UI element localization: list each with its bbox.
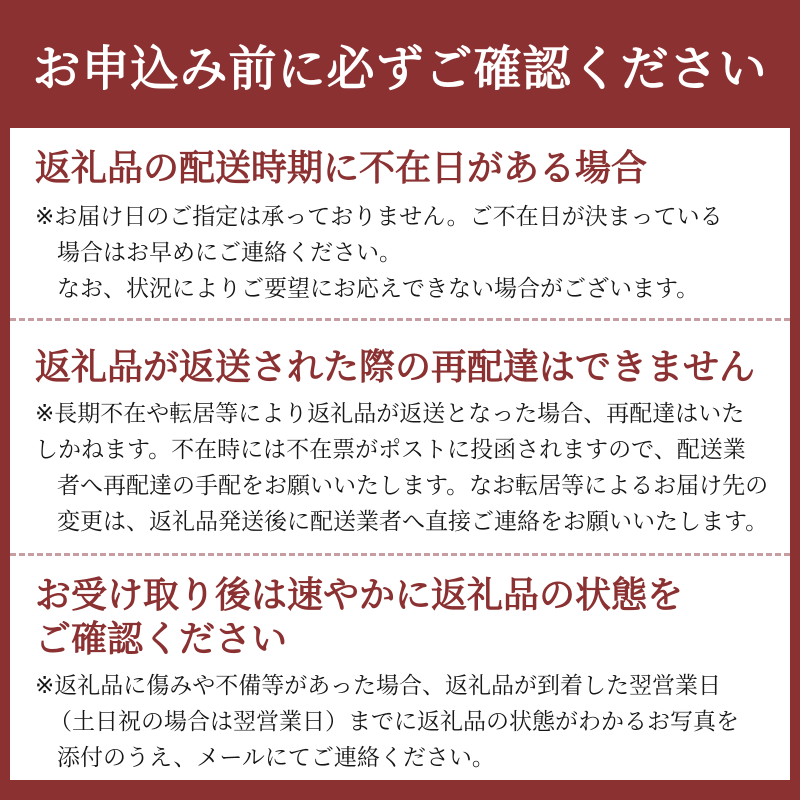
notice-line: 者へ再配達の手配をお願いいたします。なお転居等によるお届け先の (57, 472, 769, 498)
notice-line: 添付のうえ、メールにてご連絡ください。 (57, 744, 495, 770)
section-delivery-absence (35, 146, 770, 306)
section-body (35, 395, 770, 539)
section-divider (10, 553, 790, 556)
section-check-condition (35, 573, 770, 775)
notice-line: なお、状況によりご要望にお応えできない場合がございます。 (57, 275, 700, 301)
notice-panel (10, 128, 790, 780)
banner-title: お申込み前に必ずご確認ください (32, 42, 768, 96)
section-heading (35, 573, 770, 661)
section-heading-line: ご確認ください (35, 618, 288, 659)
notice-line: （土日祝の場合は翌営業日）までに返礼品の状態がわかるお写真を (49, 708, 739, 734)
notice-line: ※お届け日のご指定は承っておりません。ご不在日が決まっている (35, 203, 723, 229)
section-body (35, 667, 770, 775)
section-redelivery (35, 345, 770, 539)
section-heading-line: お受け取り後は速やかに返礼品の状態を (35, 574, 684, 615)
notice-line: 場合はお早めにご連絡ください。 (57, 239, 402, 265)
notice-line: 変更は、返礼品発送後に配送業者へ直接ご連絡をお願いいたします。 (57, 508, 769, 534)
section-divider (10, 318, 790, 321)
section-body (35, 198, 770, 306)
notice-line: しかねます。不在時には不在票がポストに投函されますので、配送業 (35, 436, 746, 462)
notice-line: ※長期不在や転居等により返礼品が返送となった場合、再配達はいた (35, 400, 745, 426)
section-heading: 返礼品の配送時期に不在日がある場合 (35, 147, 648, 188)
section-heading: 返礼品が返送された際の再配達はできません (35, 346, 756, 387)
notice-banner (0, 0, 800, 128)
notice-line: ※返礼品に傷みや不備等があった場合、返礼品が到着した翌営業日 (35, 672, 722, 698)
